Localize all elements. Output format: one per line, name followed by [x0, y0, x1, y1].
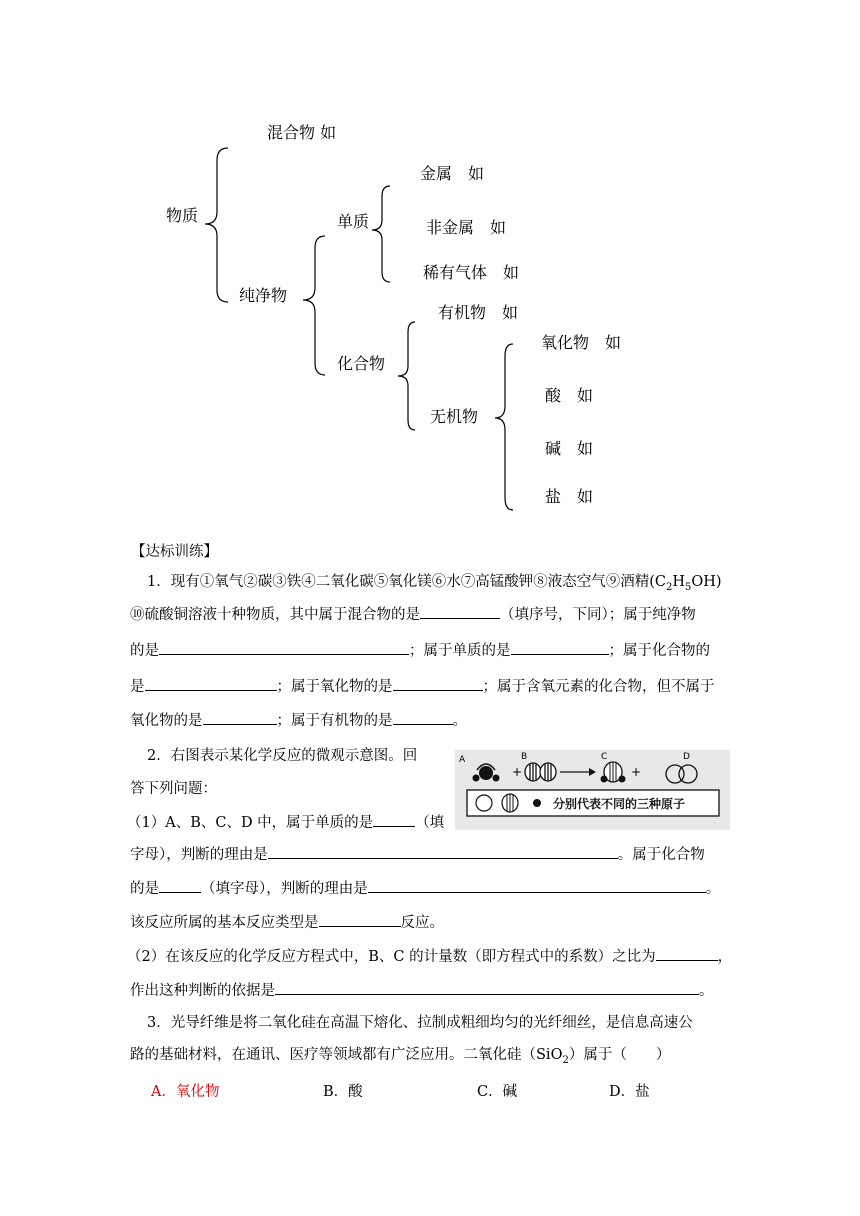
answer-blank[interactable] — [420, 604, 500, 619]
option-c[interactable]: C．碱 — [477, 1084, 518, 1100]
q3-line-2: 路的基础材料，在通讯、医疗等领域都有广泛应用。二氧化硅（SiO$_2$）属于（ ） — [130, 1047, 671, 1066]
answer-blank[interactable] — [159, 878, 201, 893]
element-label: 单质 — [337, 212, 370, 231]
salt-label: 盐 如 — [545, 487, 594, 506]
q1-line-2: ⑩硫酸铜溶液十种物质，其中属于混合物的是 （填序号，下同）；属于纯净物 — [130, 604, 730, 625]
reaction-diagram-svg — [455, 750, 730, 830]
base-label: 碱 如 — [545, 439, 594, 458]
label-b: B — [521, 752, 528, 762]
arrow-head-icon — [589, 768, 596, 776]
answer-blank[interactable] — [268, 844, 618, 859]
oxide-label: 氧化物 如 — [541, 333, 622, 352]
reaction-diagram — [455, 750, 730, 830]
q2-line-8: 作出这种判断的依据是 。 — [130, 980, 730, 1001]
metal-label: 金属 如 — [420, 164, 485, 183]
nonmetal-label: 非金属 如 — [426, 218, 507, 237]
answer-blank[interactable] — [393, 710, 453, 725]
striped-atom-icon — [502, 794, 518, 812]
answer-blank[interactable] — [656, 946, 718, 961]
q2-line-2: 答下列问题： — [130, 781, 217, 797]
q1-line-4: 是 ；属于氧化物的是 ；属于含氧元素的化合物，但不属于 — [130, 676, 730, 697]
q1-line-1: 1．现有①氧气②碳③铁④二氧化碳⑤氧化镁⑥水⑦高锰酸钾⑧液态空气⑨酒精$(C_2H_5OH)$ — [147, 574, 722, 593]
acid-label: 酸 如 — [545, 386, 594, 405]
q2-line-3: （1）A、B、C、D 中，属于单质的是 （填 — [127, 812, 727, 833]
q2-line-4: 字母），判断的理由是 。属于化合物 — [130, 844, 730, 865]
dark-atom-icon — [533, 799, 541, 807]
label-d: D — [683, 752, 690, 762]
molecule-d-icon — [666, 765, 697, 783]
option-a[interactable]: A．氧化物 — [151, 1084, 220, 1100]
answer-blank[interactable] — [159, 640, 409, 655]
noble-gas-label: 稀有气体 如 — [423, 263, 520, 282]
label-a: A — [459, 755, 466, 765]
molecule-c-icon — [601, 762, 626, 783]
q2-line-1: 2．右图表示某化学反应的微观示意图。回 — [147, 748, 418, 764]
compound-label: 化合物 — [337, 354, 386, 373]
answer-blank[interactable] — [145, 676, 277, 691]
option-b[interactable]: B．酸 — [323, 1084, 363, 1100]
q2-line-5: 的是 （填字母），判断的理由是 。 — [130, 878, 730, 899]
section-title: 【达标训练】 — [131, 544, 218, 560]
q2-line-7: （2）在该反应的化学反应方程式中，B、C 的计量数（即方程式中的系数）之比为 ， — [127, 946, 727, 967]
mixture-label: 混合物 如 — [267, 123, 337, 142]
pure-substance-label: 纯净物 — [239, 286, 288, 305]
answer-blank[interactable] — [275, 980, 699, 995]
tree-braces — [0, 0, 860, 530]
q1-line-5: 氧化物的是 ；属于有机物的是 。 — [130, 710, 730, 731]
answer-blank[interactable] — [368, 878, 706, 893]
label-c: C — [601, 752, 608, 762]
answer-blank[interactable] — [511, 640, 609, 655]
plus-sign-1: + — [512, 765, 523, 779]
answer-blank[interactable] — [373, 812, 415, 827]
open-atom-icon — [476, 795, 492, 811]
legend-text: 分别代表不同的三种原子 — [553, 797, 686, 811]
substance-label: 物质 — [166, 206, 199, 225]
inorganic-label: 无机物 — [430, 407, 479, 426]
molecule-b-icon — [525, 763, 556, 781]
answer-blank[interactable] — [393, 676, 483, 691]
option-d[interactable]: D．盐 — [609, 1084, 650, 1100]
organic-label: 有机物 如 — [438, 303, 519, 322]
q3-line-1: 3．光导纤维是将二氧化硅在高温下熔化、拉制成粗细均匀的光纤细丝，是信息高速公 — [147, 1015, 693, 1031]
q2-line-6: 该反应所属的基本反应类型是 反应。 — [130, 912, 730, 933]
answer-blank[interactable] — [319, 912, 401, 927]
answer-blank[interactable] — [203, 710, 277, 725]
plus-sign-2: + — [631, 765, 642, 779]
molecule-a-icon — [473, 764, 500, 782]
q1-line-3: 的是 ；属于单质的是 ；属于化合物的 — [130, 640, 730, 661]
